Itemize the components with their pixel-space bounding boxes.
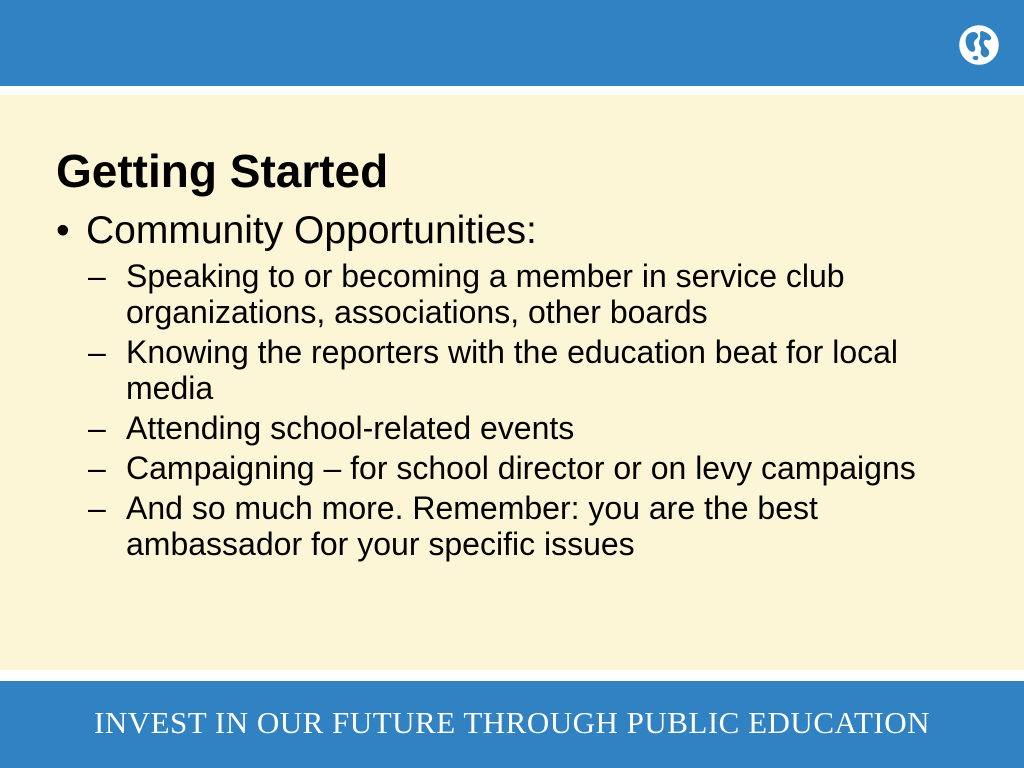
list-item-text: Campaigning – for school director or on levy campaigns [126,450,916,486]
list-item [88,410,968,446]
footer-slogan: INVEST IN OUR FUTURE THROUGH PUBLIC EDUCATION [94,705,930,740]
list-item-text: Attending school-related events [126,410,575,446]
footer-bar [0,681,1024,768]
list-item [88,334,968,406]
bullet-community-opportunities [56,208,537,254]
content-area [0,95,1024,670]
dash-mark: – [88,450,106,486]
list-item [88,450,968,486]
header-bar [0,0,1024,86]
list-item-text: And so much more. Remember: you are the best ambassador for your specific issues [126,490,818,562]
list-item [88,490,968,562]
dash-mark: – [88,334,106,370]
sub-bullet-list [88,258,968,566]
list-item-text: Knowing the reporters with the education beat for local media [126,334,899,406]
dash-mark: – [88,258,106,294]
slide-title: Getting Started [56,145,389,197]
bullet-mark: • [56,209,70,252]
list-item [88,258,968,330]
globe-icon [958,24,1000,66]
bullet-label: Community Opportunities: [86,209,537,252]
dash-mark: – [88,490,106,526]
list-item-text: Speaking to or becoming a member in service club organizations, associations, other boards [126,258,845,330]
dash-mark: – [88,410,106,446]
